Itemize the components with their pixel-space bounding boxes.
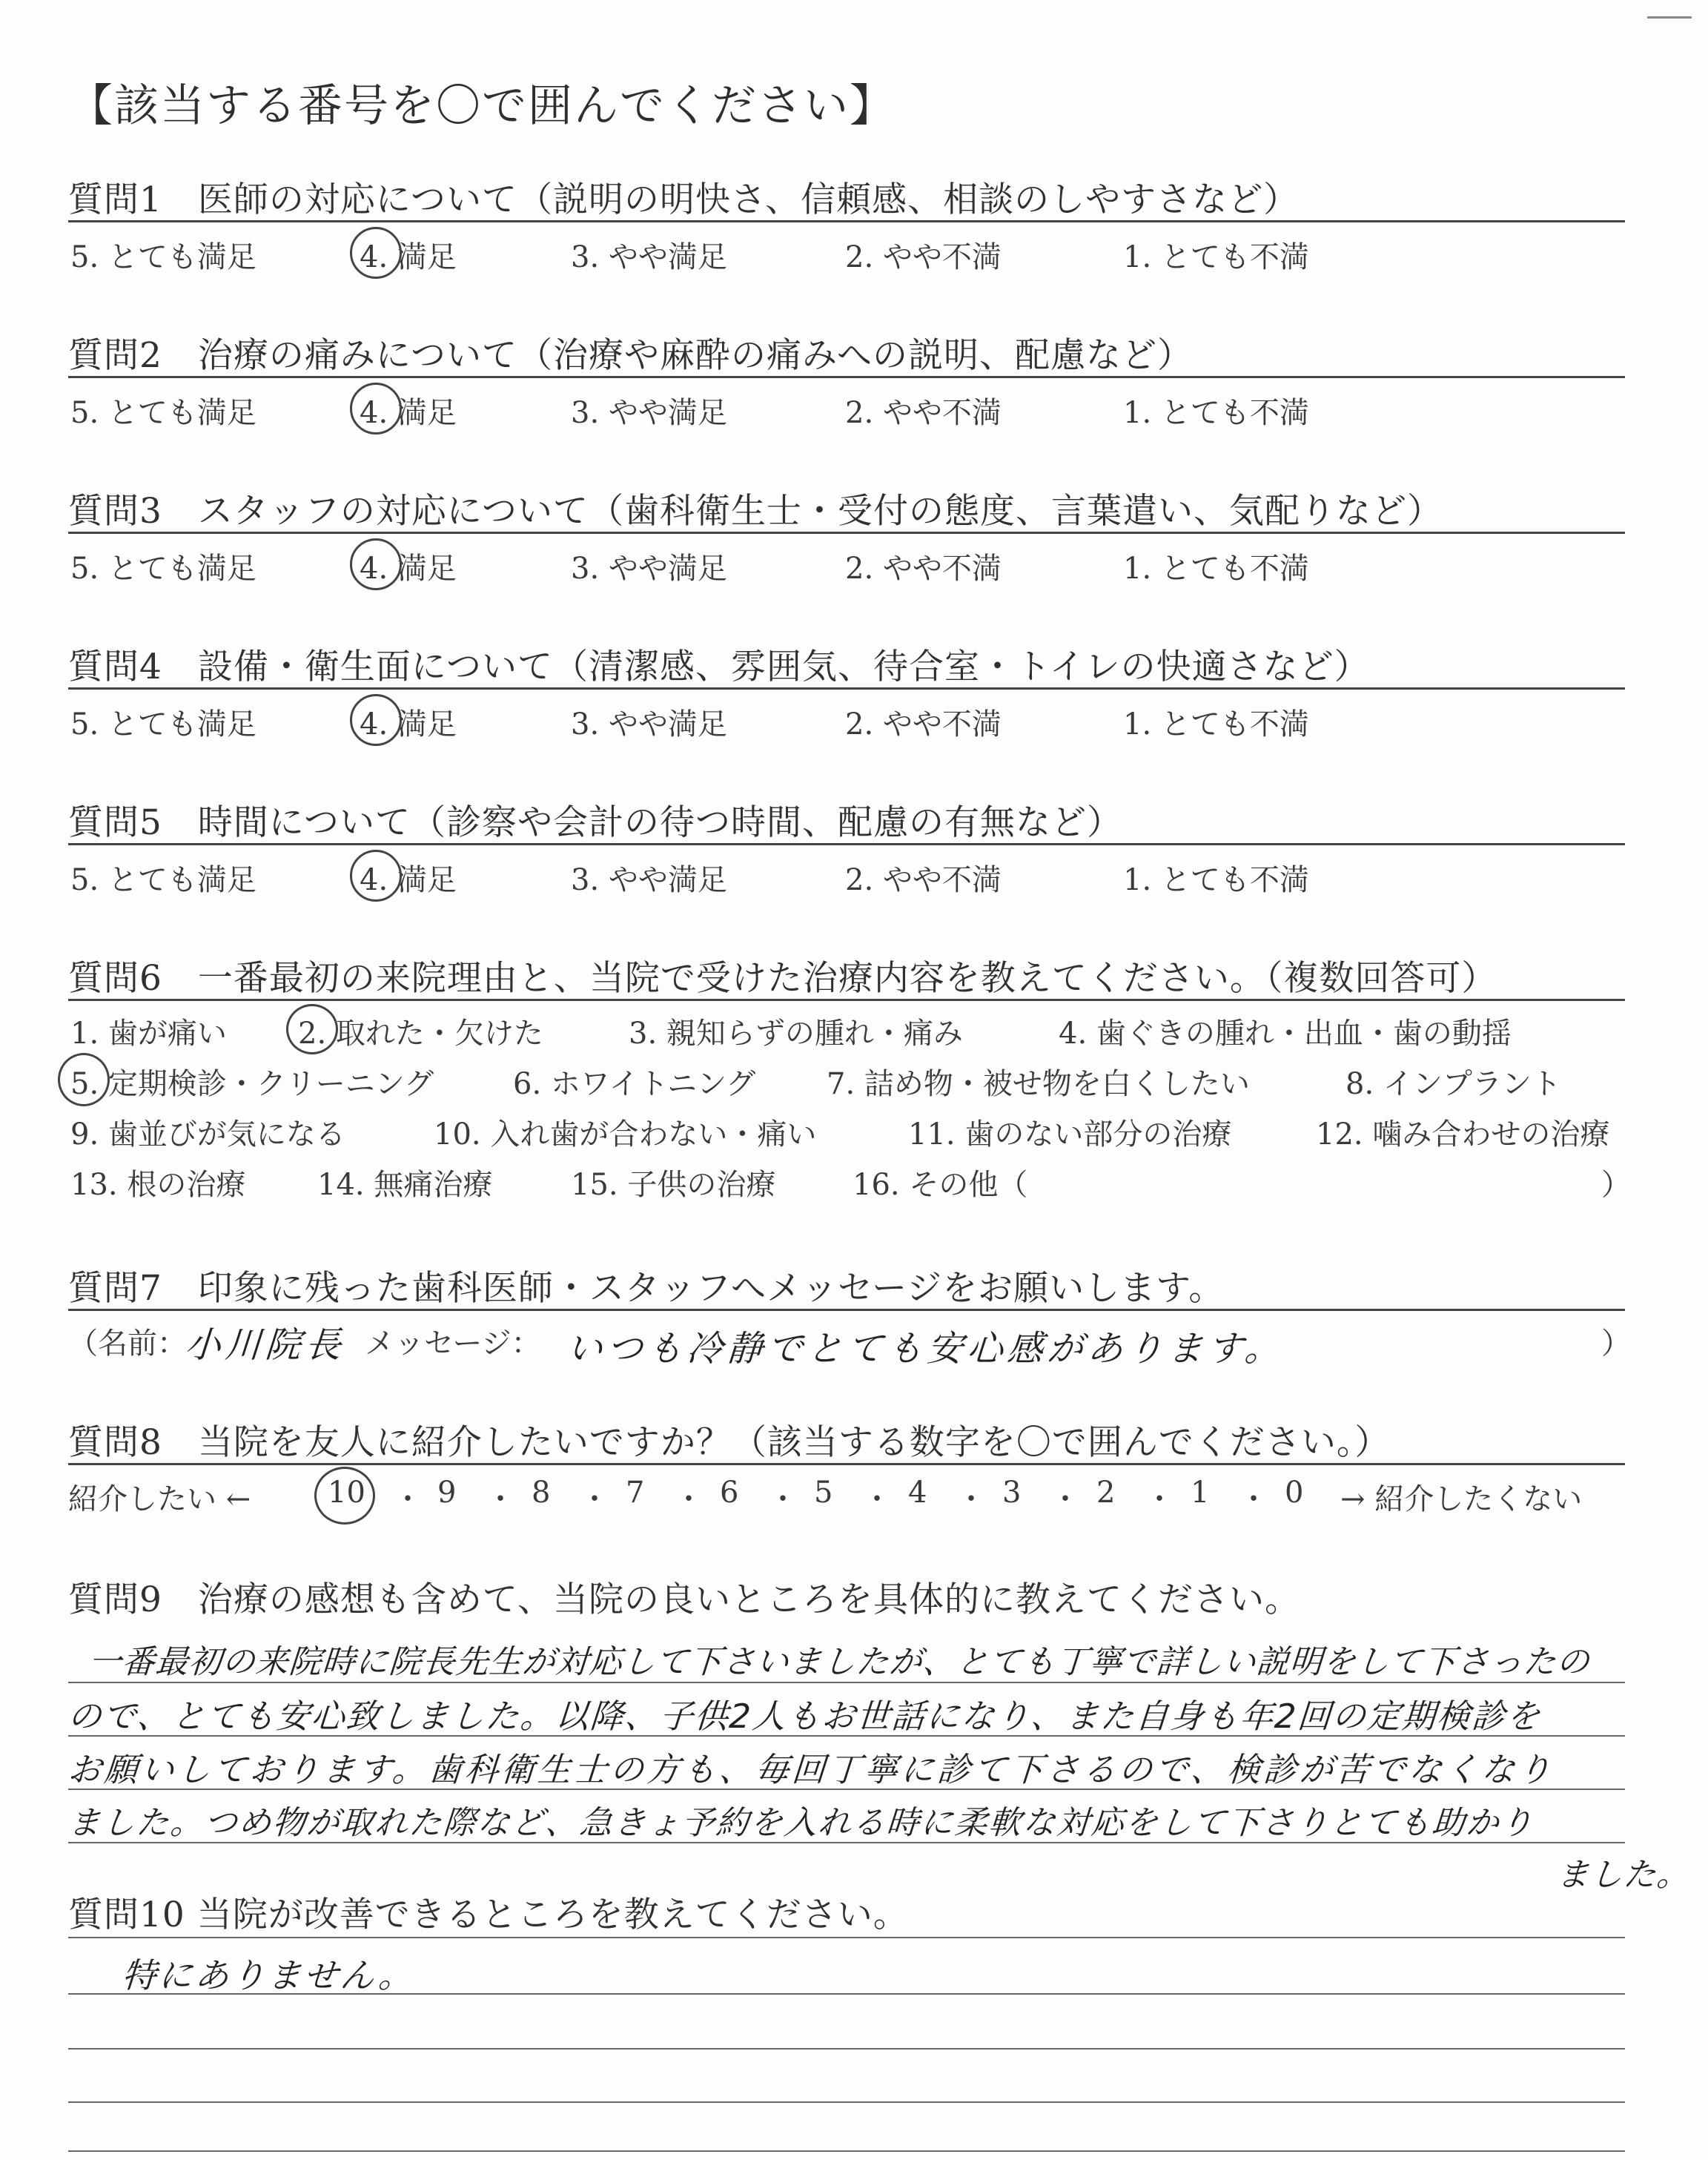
- question-10-label: 質問10 当院が改善できるところを教えてください。: [68, 1895, 909, 1935]
- q8-dot: ・: [486, 1482, 515, 1516]
- question-5-rule: [68, 843, 1625, 845]
- question-4-rule: [68, 687, 1625, 690]
- q8-scale-9[interactable]: 9: [437, 1476, 457, 1510]
- q5-option-1[interactable]: 1. とても不満: [1123, 863, 1309, 897]
- q5-option-5[interactable]: 5. とても満足: [70, 863, 256, 897]
- q7-close-paren: ）: [1601, 1327, 1631, 1361]
- scan-corner-mark: [1647, 16, 1692, 19]
- q8-answer-circle: [314, 1467, 375, 1525]
- q7-message-value[interactable]: いつも冷静でとても安心感があります。: [565, 1328, 1286, 1370]
- q9-answer-text-4[interactable]: ました。つめ物が取れた際など、急きょ予約を入れる時に柔軟な対応をして下さりとても助かり: [66, 1804, 1536, 1842]
- question-2-label: 質問2 治療の痛みについて（治療や麻酔の痛みへの説明、配慮など）: [68, 335, 1194, 376]
- q8-scale-1[interactable]: 1: [1191, 1476, 1210, 1510]
- q8-dot: ・: [1145, 1482, 1174, 1516]
- q4-answer-circle: [350, 694, 402, 746]
- q3-option-3[interactable]: 3. やや満足: [571, 552, 727, 586]
- q3-answer-circle: [350, 538, 402, 590]
- q6-option-11[interactable]: 11. 歯のない部分の治療: [908, 1117, 1232, 1152]
- q1-option-3[interactable]: 3. やや満足: [571, 240, 727, 274]
- q5-answer-circle: [350, 850, 402, 902]
- q7-message-label: メッセージ：: [365, 1327, 541, 1361]
- question-6-label: 質問6 一番最初の来院理由と、当院で受けた治療内容を教えてください。（複数回答可）: [68, 958, 1497, 999]
- q4-option-1[interactable]: 1. とても不満: [1123, 707, 1309, 742]
- q1-option-1[interactable]: 1. とても不満: [1123, 240, 1309, 274]
- q2-answer-circle: [350, 383, 402, 435]
- q3-option-4[interactable]: 4. 満足: [360, 552, 457, 586]
- q6-option-13[interactable]: 13. 根の治療: [70, 1168, 246, 1202]
- q8-dot: ・: [1050, 1482, 1080, 1516]
- q10-answer-text[interactable]: 特にありません。: [120, 1955, 417, 1995]
- q4-option-5[interactable]: 5. とても満足: [70, 707, 256, 742]
- q8-right-label: → 紹介したくない: [1340, 1482, 1583, 1516]
- q1-option-5[interactable]: 5. とても満足: [70, 240, 256, 274]
- q6-answer-circle-5: [58, 1053, 110, 1106]
- q5-option-2[interactable]: 2. やや不満: [845, 863, 1002, 897]
- q2-option-4[interactable]: 4. 満足: [360, 396, 457, 430]
- q6-option-16[interactable]: 16. その他（: [853, 1168, 1028, 1202]
- q6-option-4[interactable]: 4. 歯ぐきの腫れ・出血・歯の動揺: [1059, 1017, 1512, 1051]
- q2-option-5[interactable]: 5. とても満足: [70, 396, 256, 430]
- q7-name-value[interactable]: 小川院長: [183, 1324, 347, 1366]
- q2-option-2[interactable]: 2. やや不満: [845, 396, 1002, 430]
- q8-dot: ・: [768, 1482, 798, 1516]
- q8-dot: ・: [862, 1482, 892, 1516]
- q6-option-14[interactable]: 14. 無痛治療: [317, 1168, 493, 1202]
- q3-option-5[interactable]: 5. とても満足: [70, 552, 256, 586]
- q6-option-10[interactable]: 10. 入れ歯が合わない・痛い: [434, 1117, 817, 1152]
- q6-option-6[interactable]: 6. ホワイトニング: [513, 1067, 756, 1101]
- q8-dot: ・: [674, 1482, 704, 1516]
- question-5-label: 質問5 時間について（診察や会計の待つ時間、配慮の有無など）: [68, 802, 1122, 843]
- question-6-rule: [68, 999, 1625, 1001]
- q8-dot: ・: [393, 1482, 423, 1516]
- question-8-label: 質問8 当院を友人に紹介したいですか？（該当する数字を〇で囲んでください。）: [68, 1422, 1391, 1463]
- q6-option-5[interactable]: 5. 定期検診・クリーニング: [70, 1067, 434, 1101]
- q10-answer-line-3: [68, 2101, 1625, 2103]
- q7-name-prefix: （名前：: [68, 1327, 187, 1361]
- q6-option-9[interactable]: 9. 歯並びが気になる: [70, 1117, 345, 1152]
- q6-option-3[interactable]: 3. 親知らずの腫れ・痛み: [629, 1017, 963, 1051]
- q8-scale-7[interactable]: 7: [626, 1476, 645, 1510]
- q8-scale-4[interactable]: 4: [908, 1476, 927, 1510]
- q10-answer-line-4: [68, 2150, 1625, 2152]
- q6-option-12[interactable]: 12. 噛み合わせの治療: [1316, 1117, 1610, 1152]
- question-9-label: 質問9 治療の感想も含めて、当院の良いところを具体的に教えてください。: [68, 1579, 1300, 1620]
- q8-dot: ・: [1239, 1482, 1268, 1516]
- question-8-rule: [68, 1463, 1625, 1465]
- question-1-rule: [68, 220, 1625, 222]
- q9-answer-text-tail[interactable]: ました。: [1555, 1856, 1692, 1894]
- q2-option-3[interactable]: 3. やや満足: [571, 396, 727, 430]
- q10-answer-line-2: [68, 2048, 1625, 2050]
- q8-dot: ・: [956, 1482, 986, 1516]
- q8-left-label: 紹介したい ←: [68, 1482, 251, 1516]
- q9-answer-text-1[interactable]: 一番最初の来院時に院長先生が対応して下さいましたが、とても丁寧で詳しい説明をして下さったの: [87, 1643, 1592, 1681]
- q6-option-15[interactable]: 15. 子供の治療: [571, 1168, 776, 1202]
- question-1-label: 質問1 医師の対応について（説明の明快さ、信頼感、相談のしやすさなど）: [68, 179, 1300, 220]
- q4-option-2[interactable]: 2. やや不満: [845, 707, 1002, 742]
- q9-answer-text-2[interactable]: ので、とても安心致しました。以降、子供2人もお世話になり、また自身も年2回の定期検診を: [66, 1697, 1543, 1736]
- q1-answer-circle: [350, 227, 402, 279]
- q5-option-4[interactable]: 4. 満足: [360, 863, 457, 897]
- form-title: 【該当する番号を〇で囲んでください】: [68, 80, 896, 132]
- q5-option-3[interactable]: 3. やや満足: [571, 863, 727, 897]
- question-4-label: 質問4 設備・衛生面について（清潔感、雰囲気、待合室・トイレの快適さなど）: [68, 647, 1370, 687]
- q10-answer-line-0: [68, 1937, 1625, 1938]
- q8-scale-0[interactable]: 0: [1285, 1476, 1304, 1510]
- q6-answer-circle-2: [286, 1004, 338, 1054]
- question-7-rule: [68, 1309, 1625, 1311]
- question-3-label: 質問3 スタッフの対応について（歯科衛生士・受付の態度、言葉遣い、気配りなど）: [68, 491, 1443, 532]
- q2-option-1[interactable]: 1. とても不満: [1123, 396, 1309, 430]
- q6-option-1[interactable]: 1. 歯が痛い: [70, 1017, 227, 1051]
- q3-option-2[interactable]: 2. やや不満: [845, 552, 1002, 586]
- q8-scale-6[interactable]: 6: [720, 1476, 739, 1510]
- q8-scale-3[interactable]: 3: [1002, 1476, 1022, 1510]
- q6-option-7[interactable]: 7. 詰め物・被せ物を白くしたい: [827, 1067, 1250, 1101]
- q1-option-2[interactable]: 2. やや不満: [845, 240, 1002, 274]
- q9-answer-text-3[interactable]: お願いしております。歯科衛生士の方も、毎回丁寧に診て下さるので、検診が苦でなくなり: [66, 1750, 1556, 1789]
- q6-other-close-paren: ）: [1601, 1168, 1631, 1202]
- q6-option-8[interactable]: 8. インプラント: [1345, 1067, 1561, 1101]
- q6-option-2[interactable]: 2. 取れた・欠けた: [298, 1017, 543, 1051]
- question-2-rule: [68, 376, 1625, 378]
- q8-scale-8[interactable]: 8: [532, 1476, 551, 1510]
- q8-scale-10[interactable]: 10: [328, 1476, 365, 1510]
- question-3-rule: [68, 532, 1625, 534]
- q8-dot: ・: [580, 1482, 609, 1516]
- question-7-label: 質問7 印象に残った歯科医師・スタッフへメッセージをお願いします。: [68, 1268, 1225, 1309]
- q3-option-1[interactable]: 1. とても不満: [1123, 552, 1309, 586]
- q4-option-4[interactable]: 4. 満足: [360, 707, 457, 742]
- q1-option-4[interactable]: 4. 満足: [360, 240, 457, 274]
- q8-scale-5[interactable]: 5: [814, 1476, 833, 1510]
- q8-scale-2[interactable]: 2: [1096, 1476, 1116, 1510]
- q4-option-3[interactable]: 3. やや満足: [571, 707, 727, 742]
